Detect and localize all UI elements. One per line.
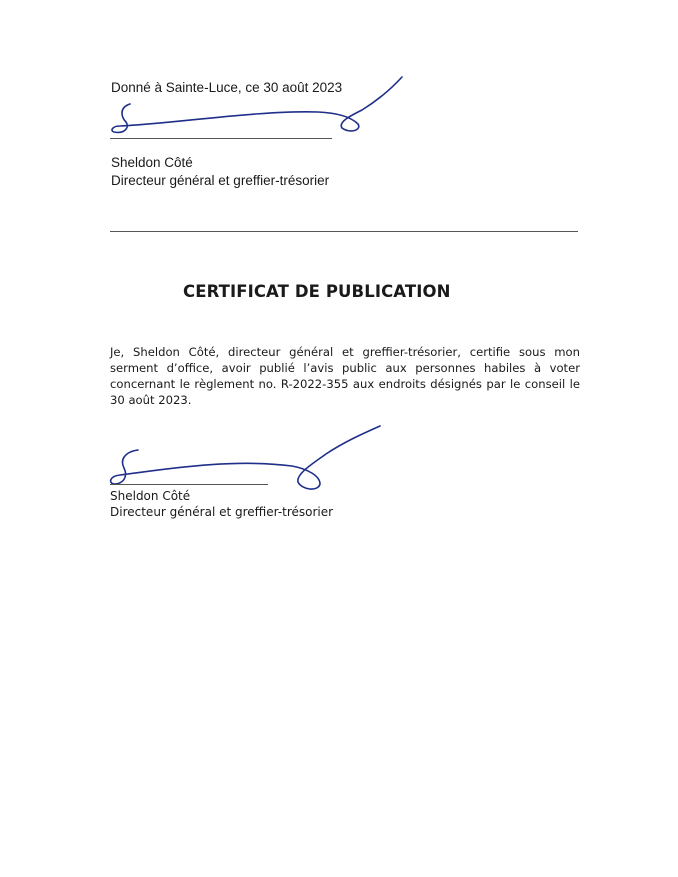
signer-name-1: Sheldon Côté [111,155,193,170]
signature-line-2 [110,484,268,485]
certificate-body: Je, Sheldon Côté, directeur général et greffier-trésorier, certifie sous mon serment d’office, avoir publié l’avis public aux personnes habiles à voter concernant le règlement no. R-2022-355 aux endroits désignés par le conseil le 30 août 2023. [110,345,580,407]
signer-role-2: Directeur général et greffier-trésorier [110,505,334,519]
signer-name-2: Sheldon Côté [110,489,191,503]
place-date: Donné à Sainte-Luce, ce 30 août 2023 [111,80,343,95]
signer-role-1: Directeur général et greffier-trésorier [111,173,330,188]
signature-line-1 [110,138,332,139]
separator-line [110,231,578,232]
certificate-title: CERTIFICAT DE PUBLICATION [183,282,451,301]
